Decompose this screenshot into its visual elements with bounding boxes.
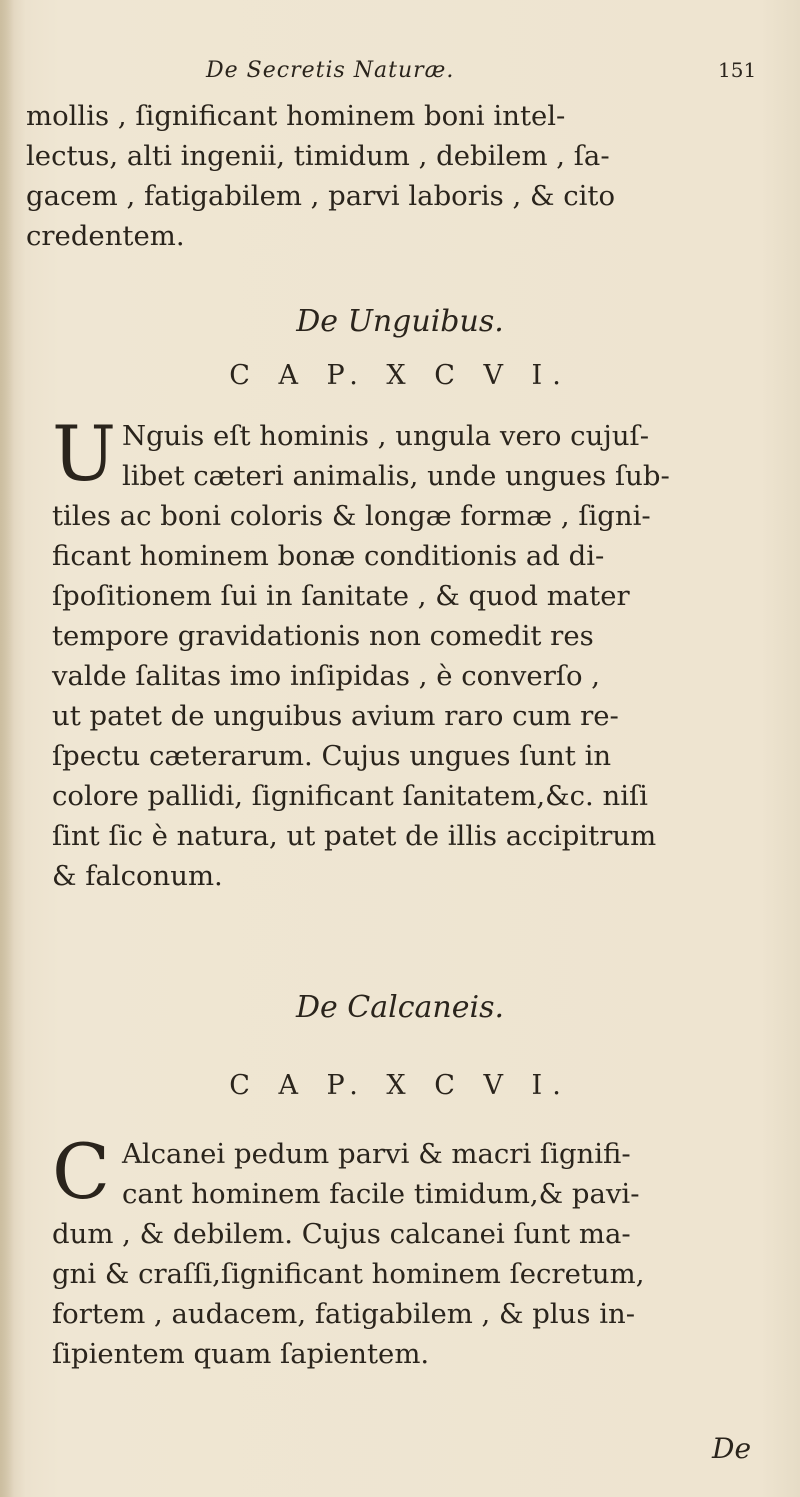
dropcap-lines — [122, 416, 782, 496]
intro-paragraph — [26, 96, 788, 256]
page-number: 151 — [718, 58, 757, 82]
text-line: lectus, alti ingenii, timidum , debilem , ſa- — [26, 140, 610, 172]
text-line: dum , & debilem. Cujus calcanei ſunt ma- — [52, 1218, 631, 1250]
text-line: gacem , fatigabilem , parvi laboris , & cito — [26, 180, 616, 212]
paragraph-body — [52, 496, 792, 896]
text-line: ſpoſitionem ſui in ſanitate , & quod mater — [52, 580, 630, 612]
text-line: gni & craſſi,ſignificant hominem ſecretum, — [52, 1258, 645, 1290]
section-heading-calcaneis: De Calcaneis. — [295, 990, 505, 1025]
paragraph-body — [52, 1214, 792, 1374]
text-line: credentem. — [26, 220, 185, 252]
text-line: cant hominem facile timidum,& pavi- — [122, 1178, 640, 1210]
section-heading-unguibus: De Unguibus. — [296, 304, 504, 339]
text-line: tiles ac boni coloris & longæ formæ , ſigni- — [52, 500, 651, 532]
page-gutter-shadow — [0, 0, 14, 1497]
text-line: fortem , audacem, fatigabilem , & plus in- — [52, 1298, 636, 1330]
text-line: colore pallidi, ſignificant ſanitatem,&c. niſi — [52, 780, 648, 812]
running-head-title: De Secretis Naturæ. — [206, 58, 455, 83]
text-line: tempore gravidationis non comedit res — [52, 620, 594, 652]
text-line: ſpectu cæterarum. Cujus ungues ſunt in — [52, 740, 612, 772]
text-line: ut patet de unguibus avium raro cum re- — [52, 700, 619, 732]
running-head — [0, 58, 800, 88]
chapter-number: C A P. X C V I. — [229, 1070, 571, 1101]
text-line: ſint ſic è natura, ut patet de illis accipitrum — [52, 820, 657, 852]
text-line: ſipientem quam ſapientem. — [52, 1338, 430, 1370]
text-line: libet cæteri animalis, unde ungues ſub- — [122, 460, 670, 492]
catchword: De — [712, 1432, 752, 1465]
drop-cap: C — [52, 1127, 111, 1216]
chapter-number: C A P. X C V I. — [229, 360, 571, 391]
text-line: ficant hominem bonæ conditionis ad di- — [52, 540, 605, 572]
text-line: & falconum. — [52, 860, 223, 892]
dropcap-lines — [122, 1134, 782, 1214]
text-line: Nguis eſt hominis , ungula vero cujuſ- — [122, 420, 649, 452]
text-line: valde ſalitas imo inſipidas , è converſo , — [52, 660, 601, 692]
text-line: Alcanei pedum parvi & macri ſignifi- — [122, 1138, 631, 1170]
drop-cap: U — [52, 409, 117, 498]
text-line: mollis , ſignificant hominem boni intel- — [26, 100, 566, 132]
